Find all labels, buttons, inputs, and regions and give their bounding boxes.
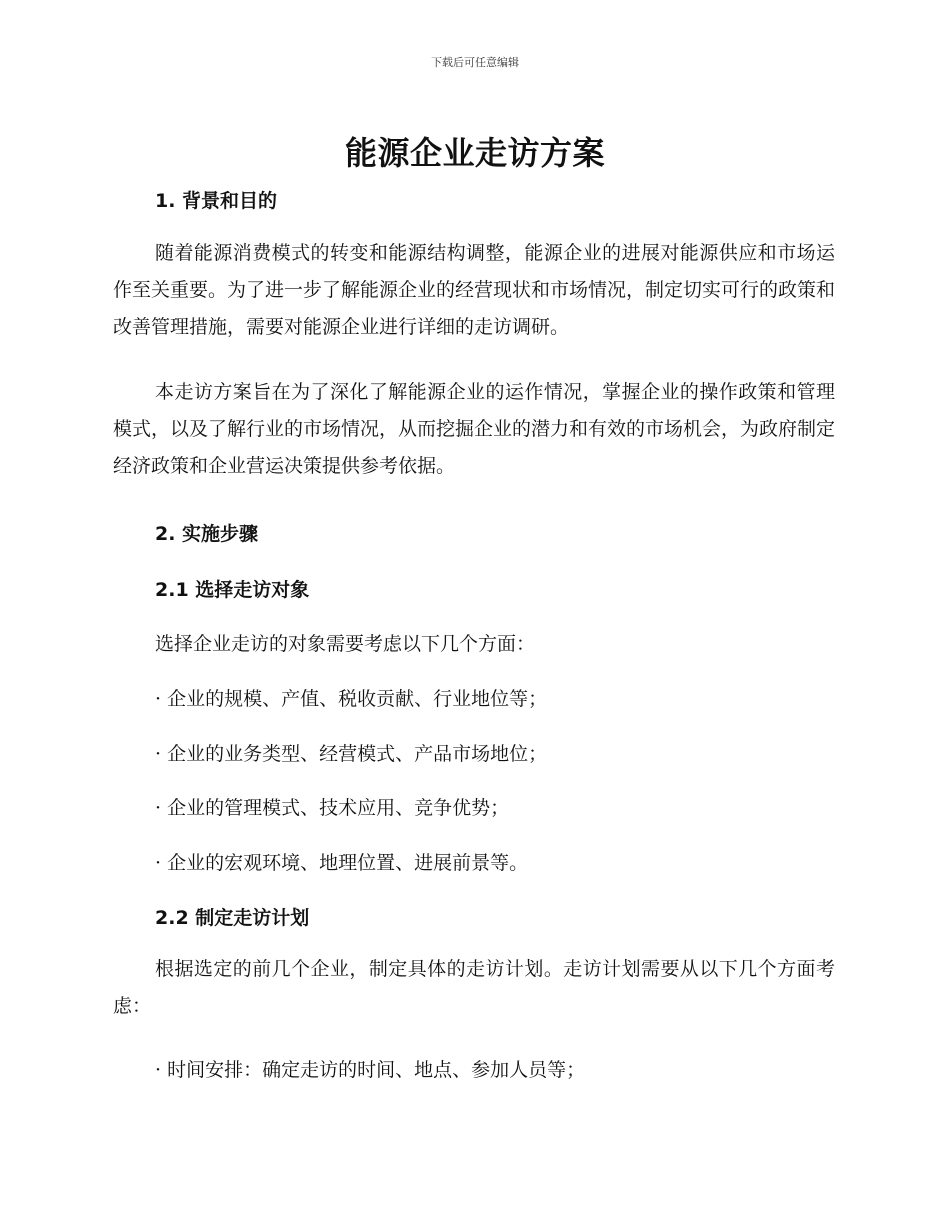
list-item: · 时间安排：确定走访的时间、地点、参加人员等；	[155, 1059, 586, 1081]
section-heading-steps: 2. 实施步骤	[155, 523, 259, 545]
document-title: 能源企业走访方案	[344, 134, 605, 172]
list-item: · 企业的宏观环境、地理位置、进展前景等。	[155, 852, 529, 874]
section-heading-background: 1. 背景和目的	[155, 190, 278, 212]
subsection-heading-select-targets: 2.1 选择走访对象	[155, 579, 310, 601]
paragraph-visit-plan: 根据选定的前几个企业，制定具体的走访计划。走访计划需要从以下几个方面考虑：	[113, 958, 835, 1017]
paragraph-purpose: 本走访方案旨在为了深化了解能源企业的运作情况，掌握企业的操作政策和管理模式，以及了解行业的市场情况，从而挖掘企业的潜力和有效的市场机会，为政府制定经济政策和企业营运决策提供参考依据。	[113, 381, 836, 477]
paragraph-background: 随着能源消费模式的转变和能源结构调整，能源企业的进展对能源供应和市场运作至关重要。为了进一步了解能源企业的经营现状和市场情况，制定切实可行的政策和改善管理措施，需要对能源企业进行详细的走访调研。	[113, 242, 836, 338]
list-item: · 企业的规模、产值、税收贡献、行业地位等；	[155, 688, 548, 710]
list-item: · 企业的业务类型、经营模式、产品市场地位；	[155, 743, 548, 765]
subsection-heading-visit-plan: 2.2 制定走访计划	[155, 907, 310, 929]
page-header: 下载后可任意编辑	[431, 56, 519, 69]
list-item: · 企业的管理模式、技术应用、竞争优势；	[155, 797, 510, 819]
paragraph-select-intro: 选择企业走访的对象需要考虑以下几个方面：	[155, 633, 536, 655]
